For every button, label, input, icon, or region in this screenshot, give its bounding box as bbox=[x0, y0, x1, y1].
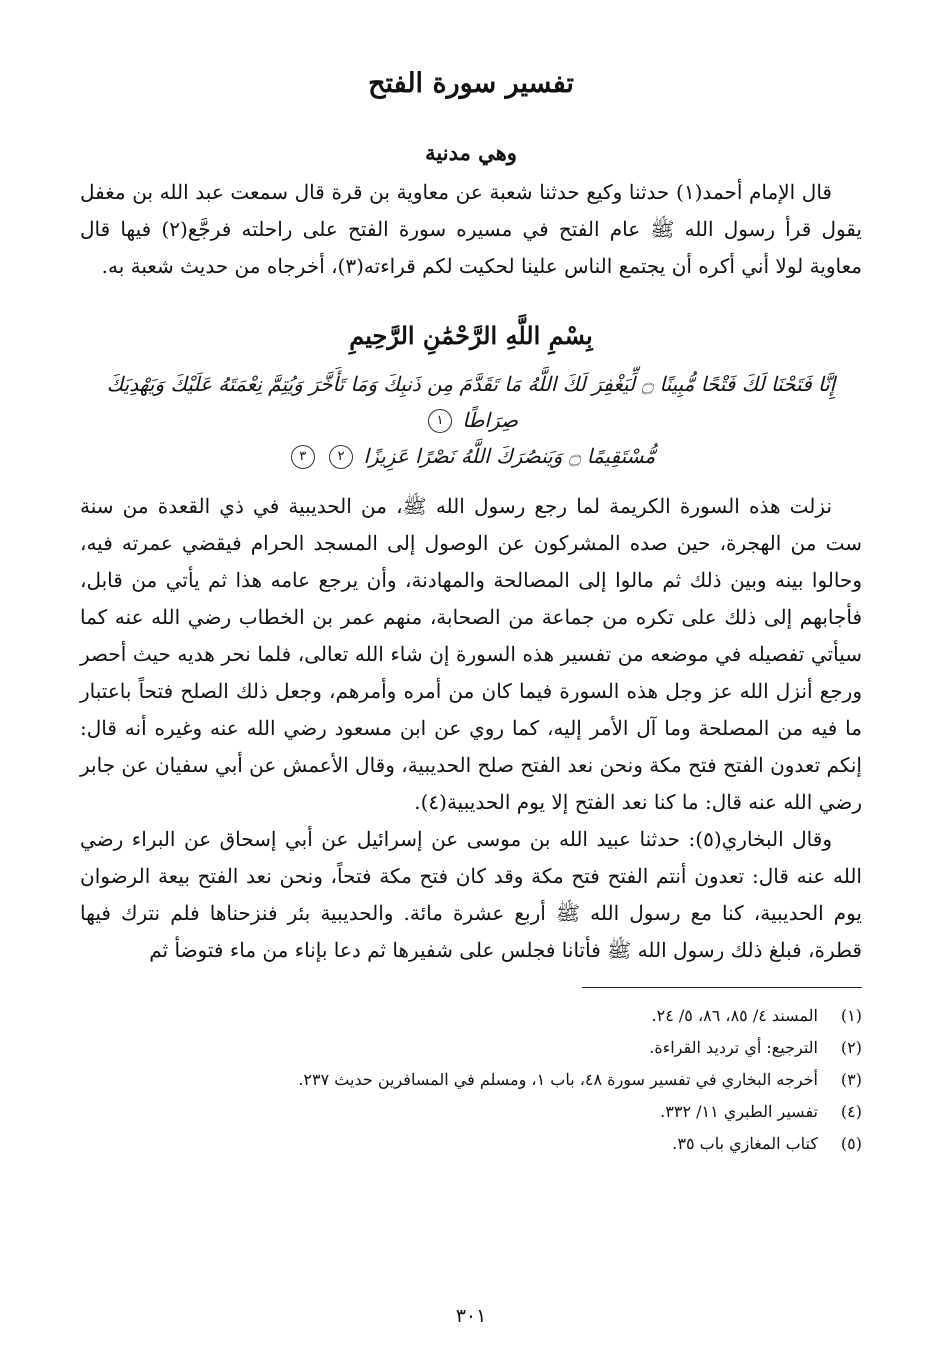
bismillah: بِسْمِ اللَّهِ الرَّحْمَٰنِ الرَّحِيمِ bbox=[349, 320, 593, 350]
page-title: تفسير سورة الفتح bbox=[368, 68, 574, 99]
page-number: ٣٠١ bbox=[455, 1305, 487, 1327]
paragraph-hadith-bukhari: وقال البخاري(٥): حدثنا عبيد الله بن موسى عن إسرائيل عن أبي إسحاق عن البراء رضي الله عنه قال: تعدون أنتم الفتح فتح مكة وقد كان فتح مكة فتحاً، ونحن نعد الفتح بيعة الرضوان يوم الحديبية، كنا مع رسول الله ﷺ أربع عشرة مائة. والحديبية بئر فنزحناها فلم نترك فيها قطرة، فبلغ ذلك رسول الله ﷺ فأتانا فجلس على شفيرها ثم دعا بإناء من ماء فتوضأ ثم bbox=[80, 826, 862, 962]
footnote-item bbox=[80, 1096, 862, 1128]
footnote-text: كتاب المغازي باب ٣٥. bbox=[672, 1133, 818, 1153]
footnote-text: المسند ٤/ ٨٥، ٨٦، ٥/ ٢٤. bbox=[651, 1005, 818, 1025]
verse-line-2 bbox=[80, 438, 862, 474]
verse-number-marker: ٢ bbox=[329, 445, 353, 469]
verse-line-1-text: إِنَّا فَتَحْنَا لَكَ فَتْحًا مُّبِينًا ۝ لِّيَغْفِرَ لَكَ اللَّهُ مَا تَقَدَّمَ مِن ذَنبِكَ وَمَا تَأَخَّرَ وَيُتِمَّ نِعْمَتَهُ عَلَيْكَ وَيَهْدِيَكَ صِرَاطًا bbox=[106, 371, 836, 432]
footnote-item bbox=[80, 1032, 862, 1064]
verse-number-marker: ١ bbox=[428, 409, 452, 433]
footnotes-list bbox=[80, 1000, 862, 1160]
footnote-number: (٣) bbox=[840, 1069, 862, 1089]
footnote-number: (٥) bbox=[840, 1133, 862, 1153]
footnote-item bbox=[80, 1064, 862, 1096]
footnote-item bbox=[80, 1000, 862, 1032]
footnote-text: أخرجه البخاري في تفسير سورة ٤٨، باب ١، ومسلم في المسافرين حديث ٢٣٧. bbox=[298, 1069, 818, 1089]
paragraph-revelation-context: نزلت هذه السورة الكريمة لما رجع رسول الله ﷺ، من الحديبية في ذي القعدة من سنة ست من الهجرة، حين صده المشركون عن الوصول إلى المسجد الحرام فيقضي عمرته فيه، وحالوا بينه وبين ذلك ثم مالوا إلى المصالحة والمهادنة، وأن يرجع عامه هذا ثم يأتي من قابل، فأجابهم إلى ذلك على تكره من جماعة من الصحابة، منهم عمر بن الخطاب رضي الله عنه كما سيأتي تفصيله في موضعه من تفسير هذه السورة إن شاء الله تعالى، فلما نحر هديه حيث أحصر ورجع أنزل الله عز وجل هذه السورة فيما كان من أمره وأمرهم، وجعل ذلك الصلح فتحاً باعتبار ما فيه من المصلحة وما آل الأمر إليه، كما روي عن ابن مسعود رضي الله عنه وغيره أنه قال: إنكم تعدون الفتح فتح مكة ونحن نعد الفتح صلح الحديبية، وقال الأعمش عن أبي سفيان عن جابر رضي الله عنه قال: ما كنا نعد الفتح إلا يوم الحديبية(٤). bbox=[80, 493, 862, 814]
paragraph-hadith-ahmad: قال الإمام أحمد(١) حدثنا وكيع حدثنا شعبة عن معاوية بن قرة قال سمعت عبد الله بن مغفل يقول قرأ رسول الله ﷺ عام الفتح في مسيره سورة الفتح على راحلته فرجَّع(٢) فيها قال معاوية لولا أني أكره أن يجتمع الناس علينا لحكيت لكم قراءته(٣)، أخرجاه من حديث شعبة به. bbox=[80, 179, 862, 278]
footnote-divider bbox=[582, 987, 862, 988]
footnote-text: تفسير الطبري ١١/ ٣٣٢. bbox=[660, 1101, 818, 1121]
footnote-number: (٤) bbox=[840, 1101, 862, 1121]
verse-line-2-text: مُّسْتَقِيمًا ۝ وَيَنصُرَكَ اللَّهُ نَصْرًا عَزِيزًا bbox=[363, 443, 656, 468]
page-subtitle: وهي مدنية bbox=[425, 140, 517, 166]
book-page bbox=[80, 60, 862, 1327]
verse-number-marker: ٣ bbox=[291, 445, 315, 469]
footnote-number: (١) bbox=[840, 1005, 862, 1025]
footnote-item bbox=[80, 1128, 862, 1160]
footnote-number: (٢) bbox=[840, 1037, 862, 1057]
verse-block bbox=[80, 366, 862, 474]
verse-line-1 bbox=[80, 366, 862, 438]
footnote-text: الترجيع: أي ترديد القراءة. bbox=[649, 1037, 818, 1057]
